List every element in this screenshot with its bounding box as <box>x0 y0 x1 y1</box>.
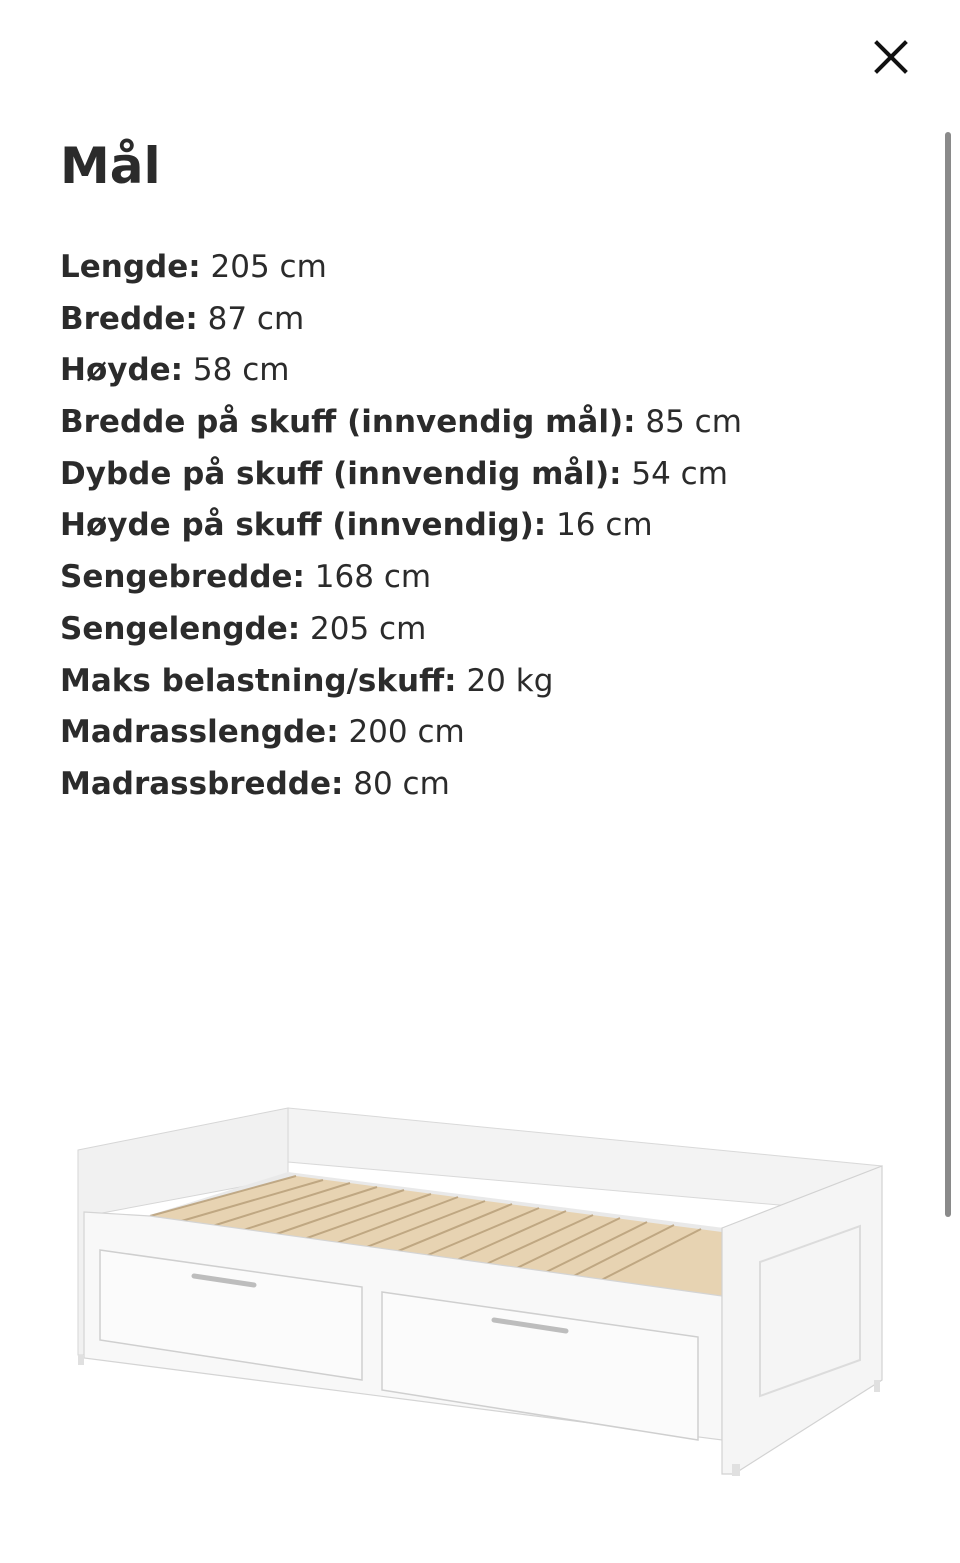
dimension-max-load <box>60 656 742 708</box>
dimension-length <box>60 242 742 294</box>
dimension-mattress-length <box>60 707 742 759</box>
dimension-label: Lengde: <box>60 249 201 285</box>
close-icon <box>874 40 908 74</box>
dimension-label: Bredde på skuff (innvendig mål): <box>60 404 636 441</box>
bed-right-panel <box>722 1166 882 1474</box>
bed-foot <box>78 1355 84 1365</box>
page-title: Mål <box>60 137 161 195</box>
dimension-label: Høyde: <box>60 352 184 389</box>
dimension-value: 87 cm <box>197 300 305 337</box>
dimension-value: 168 cm <box>304 559 432 596</box>
dimension-label: Maks belastning/skuff: <box>60 662 457 699</box>
scrollbar[interactable] <box>945 132 951 1217</box>
dimension-value: 200 cm <box>338 714 465 751</box>
dimension-label: Høyde på skuff (innvendig): <box>60 507 547 544</box>
dimension-height <box>60 345 742 397</box>
dimension-label: Madrasslengde: <box>60 714 339 751</box>
dimension-drawer-height <box>60 500 742 552</box>
dimension-value: 54 cm <box>621 455 728 492</box>
dimension-label: Sengelengde: <box>60 610 301 647</box>
dimension-label: Dybde på skuff (innvendig mål): <box>60 455 622 492</box>
daybed-illustration <box>60 1090 900 1500</box>
bed-foot <box>874 1380 880 1392</box>
dimension-drawer-depth <box>60 449 742 501</box>
dimension-value: 205 cm <box>300 610 427 647</box>
dimension-value: 20 kg <box>456 662 554 699</box>
dimension-value: 80 cm <box>343 765 450 802</box>
dimension-value: 16 cm <box>546 507 653 544</box>
dimension-bed-length <box>60 604 742 656</box>
close-button[interactable] <box>868 34 914 80</box>
dimension-label: Bredde: <box>60 300 198 337</box>
dimension-value: 205 cm <box>200 249 327 285</box>
product-image <box>60 1090 900 1500</box>
bed-foot <box>732 1464 740 1476</box>
dimension-drawer-width <box>60 397 742 449</box>
dimension-bed-width <box>60 552 742 604</box>
dimensions-list <box>60 242 742 811</box>
dimension-width <box>60 294 742 346</box>
dimension-label: Madrassbredde: <box>60 765 344 802</box>
dimension-value: 85 cm <box>635 404 742 441</box>
dimension-label: Sengebredde: <box>60 559 305 596</box>
dimension-value: 58 cm <box>183 352 290 389</box>
dimension-mattress-width <box>60 759 742 811</box>
